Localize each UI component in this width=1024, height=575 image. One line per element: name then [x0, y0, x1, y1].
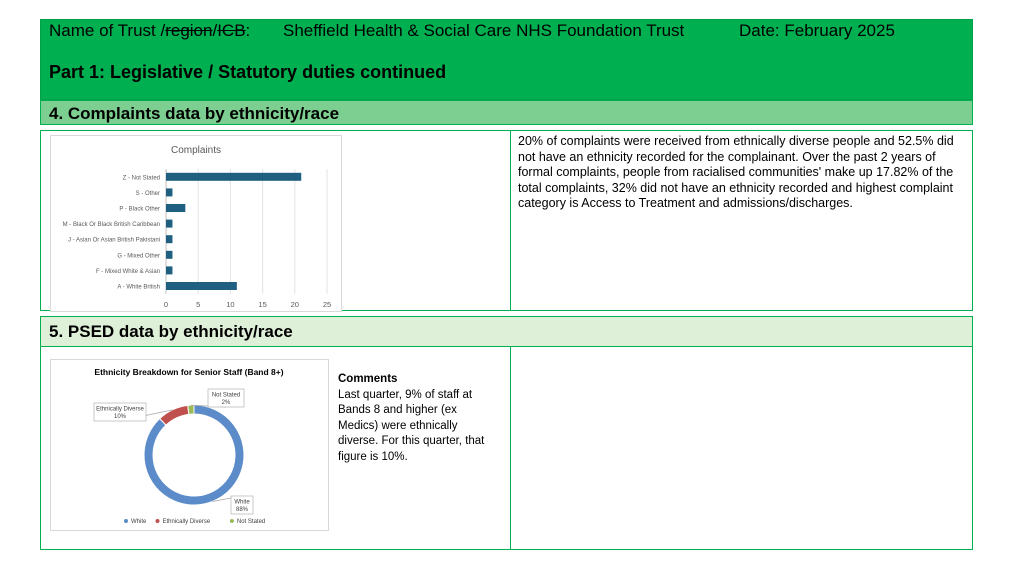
- x-tick-label: 5: [196, 299, 201, 309]
- legend-marker: [156, 519, 160, 523]
- bar: [166, 188, 172, 196]
- trust-name-label: [49, 21, 250, 41]
- legend-marker: [230, 519, 234, 523]
- bar: [166, 251, 172, 259]
- organisation-name: Sheffield Health & Social Care NHS Foundation Trust: [283, 21, 685, 40]
- comments-block: [338, 372, 498, 465]
- x-tick-label: 15: [258, 299, 267, 309]
- legend-label: White: [131, 519, 147, 525]
- chart-title: Ethnicity Breakdown for Senior Staff (Band 8+): [94, 367, 284, 377]
- legend-label: Ethnically Diverse: [162, 519, 211, 525]
- y-category-label: F - Mixed White & Asian: [95, 268, 160, 275]
- section5-row: [40, 347, 973, 550]
- bar: [166, 235, 172, 243]
- y-category-label: M - Black Or Black British Caribbean: [62, 222, 160, 229]
- bar: [166, 282, 237, 290]
- senior-staff-ethnicity-chart: [50, 359, 329, 531]
- slice-percent: 10%: [113, 414, 127, 420]
- donut-slice: [188, 405, 194, 414]
- y-category-label: J - Asian Or Asian British Pakistani: [67, 237, 160, 244]
- section5-heading: [40, 316, 973, 347]
- x-tick-label: 20: [290, 299, 299, 309]
- section5-title: 5. PSED data by ethnicity/race: [49, 322, 293, 341]
- icb-struck: ICB: [217, 21, 246, 40]
- ethnicity-donut-svg: [51, 360, 328, 530]
- bar: [166, 220, 172, 228]
- legend-marker: [124, 519, 128, 523]
- section4-title: 4. Complaints data by ethnicity/race: [49, 104, 340, 123]
- donut-slice: [144, 405, 244, 505]
- slice-label: Ethnically Diverse: [96, 406, 144, 413]
- bar: [166, 173, 301, 181]
- name-prefix: Name of Trust /: [49, 21, 166, 40]
- slice-percent: 2%: [221, 400, 231, 406]
- x-tick-label: 25: [322, 299, 332, 309]
- bar: [166, 204, 185, 212]
- x-tick-label: 0: [163, 299, 169, 309]
- slice-label: Not Stated: [211, 392, 241, 399]
- donut-slice: [160, 405, 189, 425]
- column-divider: [510, 347, 511, 549]
- report-date: Date: February 2025: [739, 21, 895, 40]
- part-title: Part 1: Legislative / Statutory duties continued: [49, 62, 447, 82]
- slice-label: White: [234, 499, 250, 506]
- slice-percent: 88%: [235, 507, 249, 513]
- column-divider: [510, 131, 511, 310]
- header-bar: [40, 19, 973, 100]
- y-category-label: S - Other: [135, 190, 160, 197]
- section4-row: [40, 130, 973, 311]
- x-tick-label: 10: [226, 299, 235, 309]
- complaints-chart: [50, 135, 342, 312]
- header-block: [40, 19, 973, 100]
- section4-heading: [40, 100, 973, 125]
- legend-label: Not Stated: [236, 519, 266, 525]
- name-slash: /: [212, 21, 218, 40]
- name-colon: :: [245, 21, 251, 40]
- y-category-label: Z - Not Stated: [122, 175, 160, 182]
- region-struck: region: [165, 21, 213, 40]
- complaints-bar-svg: [51, 136, 341, 311]
- comments-title: Comments: [338, 373, 398, 385]
- y-category-label: A - White British: [117, 284, 160, 291]
- chart-title: Complaints: [170, 145, 222, 156]
- complaints-summary-text: 20% of complaints were received from ethnically diverse people and 52.5% did not have an ethnicity recorded for the complainant. Over the past 2 years of formal complaints, people from racialised communities' make up 17.82% of the total complaints, 32% did not have an ethnicity recorded and highest complaint category is Access to Treatment and admissions/discharges.: [518, 134, 954, 210]
- y-category-label: P - Black Other: [119, 206, 160, 213]
- y-category-label: G - Mixed Other: [117, 253, 160, 260]
- comments-text: Last quarter, 9% of staff at Bands 8 and higher (ex Medics) were ethnically diverse. For this quarter, that figure is 10%.: [338, 388, 485, 463]
- bar: [166, 266, 172, 274]
